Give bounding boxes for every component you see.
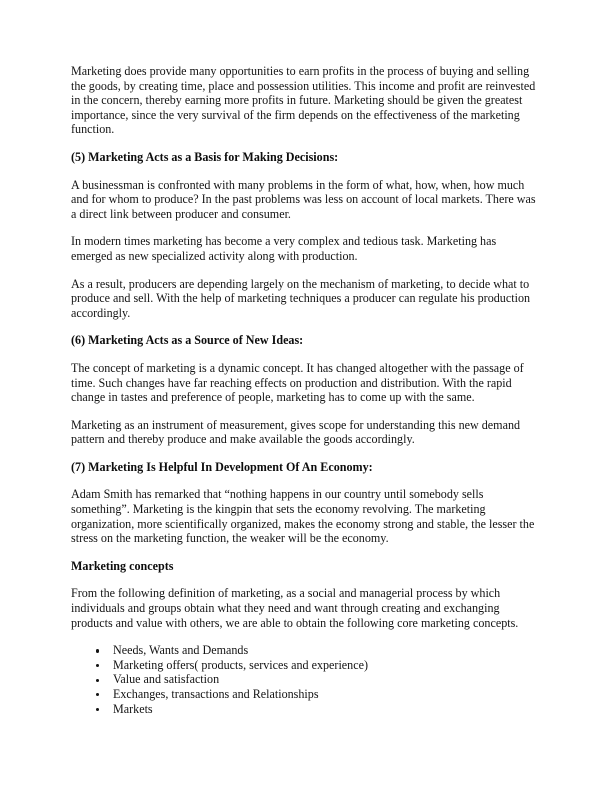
list-item: [71, 658, 539, 673]
document-body: [71, 64, 539, 716]
heading-6-source-of-new-ideas: (6) Marketing Acts as a Source of New Ideas:: [71, 333, 304, 348]
paragraph-businessman-problems: A businessman is confronted with many problems in the form of what, how, when, how much and for whom to produce? In the past problems was less on account of local markets. There was a direct link between producer and consumer.: [71, 177, 536, 221]
paragraph-adam-smith: Adam Smith has remarked that “nothing happens in our country until somebody sells something”. Marketing is the kingpin that sets the economy revolving. The marketing organization, more scientifically organized, makes the economy strong and stable, the lesser the stress on the marketing function, the weaker will be the economy.: [71, 487, 535, 546]
list-item-label: Markets: [113, 701, 153, 716]
heading-marketing-concepts: Marketing concepts: [71, 558, 174, 573]
heading-7-development-of-an-economy: (7) Marketing Is Helpful In Development Of An Economy:: [71, 459, 373, 474]
bullet-icon: [96, 693, 99, 696]
list-item-label: Needs, Wants and Demands: [113, 643, 249, 658]
list-item-label: Value and satisfaction: [113, 672, 220, 687]
bullet-icon: [96, 664, 99, 667]
bullet-icon: [96, 649, 99, 652]
paragraph-definition-of-marketing: From the following definition of marketing, as a social and managerial process by which individuals and groups obtain what they need and want through creating and exchanging products and value with others, we are able to obtain the following core marketing concepts.: [71, 586, 519, 630]
heading-5-basis-for-making-decisions: (5) Marketing Acts as a Basis for Making Decisions:: [71, 149, 339, 164]
bullet-icon: [96, 708, 99, 711]
paragraph-producers-mechanism: As a result, producers are depending largely on the mechanism of marketing, to decide what to produce and sell. With the help of marketing techniques a producer can regulate his production accordingly.: [71, 276, 531, 320]
paragraph-instrument-of-measurement: Marketing as an instrument of measurement, gives scope for understanding this new demand pattern and thereby produce and make available the goods accordingly.: [71, 417, 521, 447]
list-item: [71, 702, 539, 717]
paragraph-modern-times-marketing: In modern times marketing has become a very complex and tedious task. Marketing has emerged as new specialized activity along with production.: [71, 234, 497, 263]
paragraph-marketing-profits: Marketing does provide many opportunities to earn profits in the process of buying and selling the goods, by creating time, place and possession utilities. This income and profit are reinvested in the concern, thereby earning more profits in future. Marketing should be given the greatest importance, since the very survival of the firm depends on the effectiveness of the marketing function.: [71, 64, 536, 137]
list-item: [71, 687, 539, 702]
list-core-marketing-concepts: [71, 643, 539, 716]
list-item: [71, 672, 539, 687]
list-item-label: Marketing offers( products, services and experience): [113, 657, 368, 672]
paragraph-dynamic-concept: The concept of marketing is a dynamic concept. It has changed altogether with the passage of time. Such changes have far reaching effects on production and distribution. With the rapid change in tastes and preference of people, marketing has to come up with the same.: [71, 360, 524, 405]
bullet-icon: [96, 679, 99, 682]
list-item: [71, 643, 539, 658]
list-item-label: Exchanges, transactions and Relationships: [113, 687, 319, 701]
